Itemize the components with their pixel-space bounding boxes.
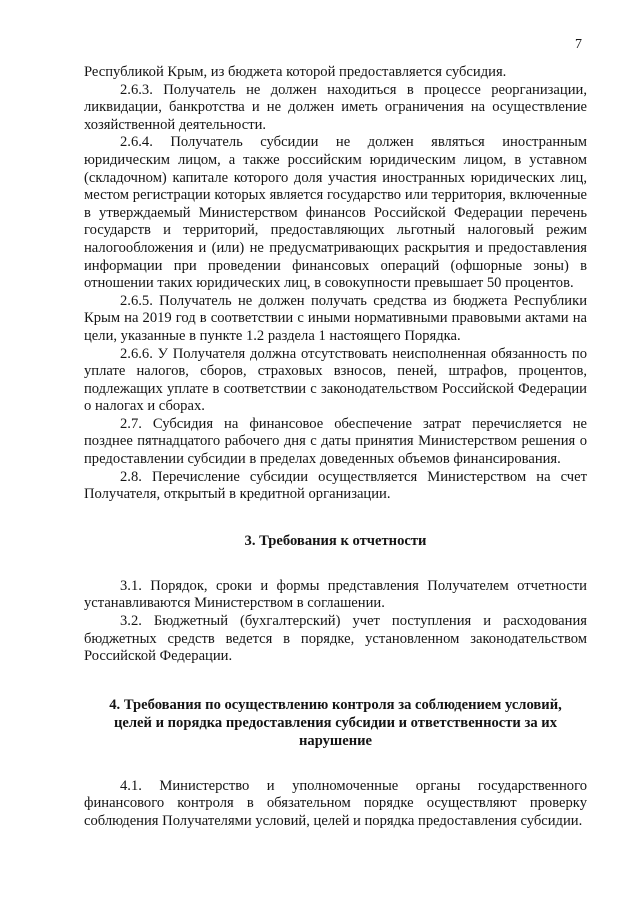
paragraph-3-1: 3.1. Порядок, сроки и формы представления Получателем отчетности устанавливаются Министерством в соглашении. [84,577,587,612]
paragraph-2-6-3: 2.6.3. Получатель не должен находиться в процессе реорганизации, ликвидации, банкротства и не должен иметь ограничения на осуществление хозяйственной деятельности. [84,81,587,133]
paragraph-2-7: 2.7. Субсидия на финансовое обеспечение затрат перечисляется не позднее пятнадцатого рабочего дня с даты принятия Министерством решения о предоставлении субсидии в пределах доведенных объемов финансирования. [84,415,587,468]
section-4-heading: 4. Требования по осуществлению контроля за соблюдением условий, целей и порядка предоставления субсидии и ответственности за их нарушение [109,696,562,749]
paragraph-2-6-4: 2.6.4. Получатель субсидии не должен являться иностранным юридическим лицом, а также российским юридическим лицом, в уставном (складочном) капитале которого доля участия иностранных юридических лиц, местом регистрации которых является государство или территория, включенные в утверждаемый Министерством финансов Российской Федерации перечень государств и территорий, предоставляющих льготный налоговый режим налогообложения и (или) не предусматривающих раскрытия и предоставления информации при проведении финансовых операций (офшорные зоны) в отношении таких юридических лиц, в совокупности превышает 50 процентов. [84,134,587,292]
paragraph-2-8: 2.8. Перечисление субсидии осуществляется Министерством на счет Получателя, открытый в кредитной организации. [84,468,587,503]
paragraph-2-6-6: 2.6.6. У Получателя должна отсутствовать неисполненная обязанность по уплате налогов, сборов, страховых взносов, пеней, штрафов, процентов, подлежащих уплате в соответствии с законодательством Российской Федерации о налогах и сборах. [84,345,587,415]
paragraph-continuation: Республикой Крым, из бюджета которой предоставляется субсидия. [84,64,507,80]
paragraph-2-6-5: 2.6.5. Получатель не должен получать средства из бюджета Республики Крым на 2019 год в соответствии с иными нормативными правовыми актами на цели, указанные в пункте 1.2 раздела 1 настоящего Порядка. [84,292,587,344]
page-number: 7 [575,37,582,52]
document-body [84,64,587,831]
paragraph-3-2: 3.2. Бюджетный (бухгалтерский) учет поступления и расходования бюджетных средств ведется в порядке, установленном законодательством Российской Федерации. [84,613,587,665]
section-3-heading: 3. Требования к отчетности [244,532,427,549]
paragraph-4-1: 4.1. Министерство и уполномоченные органы государственного финансового контроля в обязательном порядке осуществляют проверку соблюдения Получателями условий, целей и порядка предоставления субсидии. [84,777,587,829]
